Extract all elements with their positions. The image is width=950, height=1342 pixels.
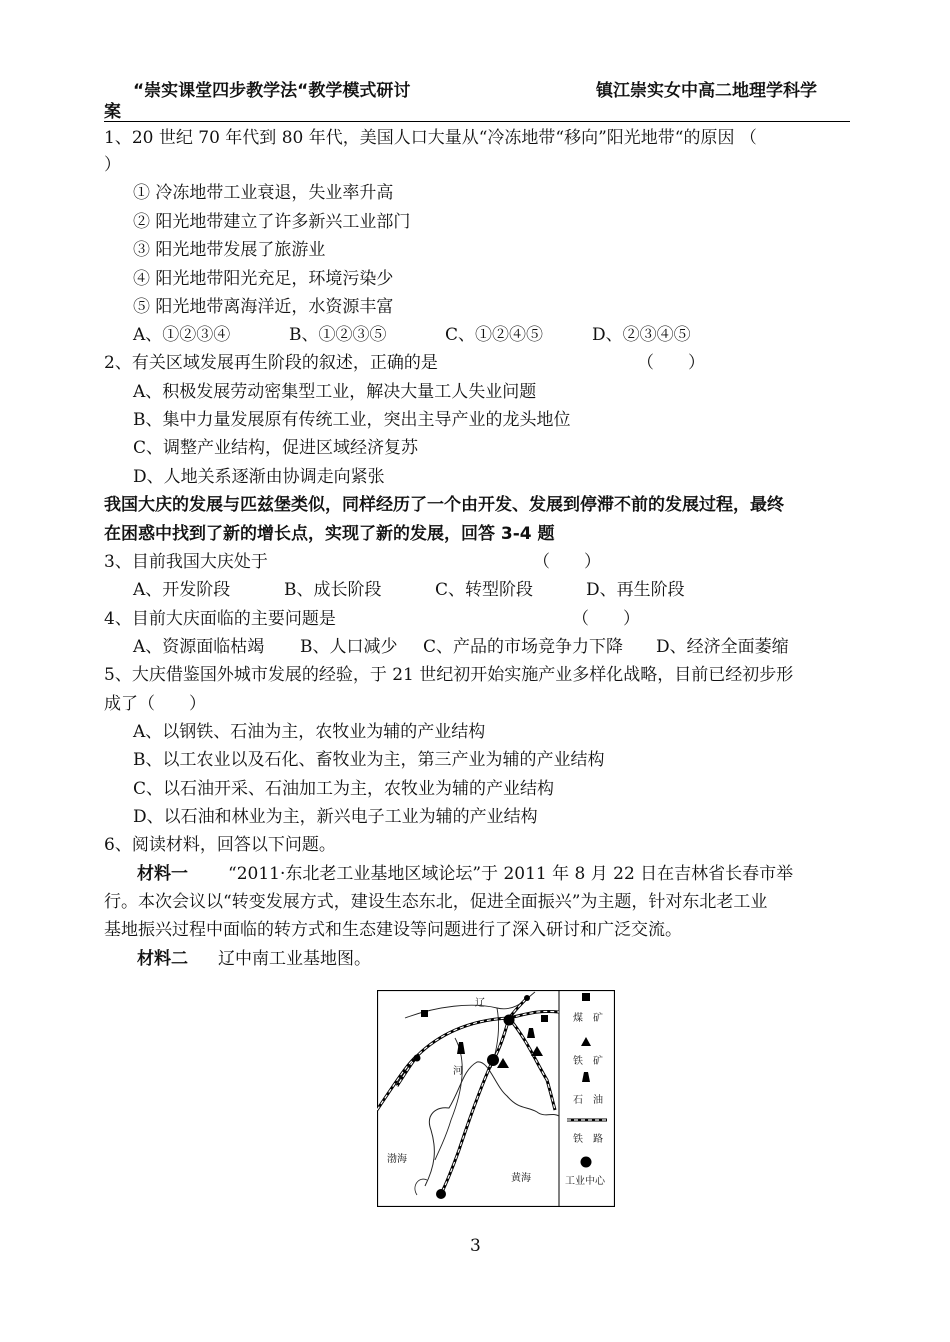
industrial-center-marker [436,1189,446,1199]
q5-stem: 5、大庆借鉴国外城市发展的经验，于 21 世纪初开始实施产业多样化战略，目前已经初步形 [104,665,794,685]
header-rule [104,121,850,122]
q1-stem-cont: ） [104,155,121,175]
legend-iron-label: 铁 矿 [573,1056,603,1067]
q2-option-b: B、集中力量发展原有传统工业，突出主导产业的龙头地位 [133,410,571,430]
q5-option-d: D、以石油和林业为主，新兴电子工业为辅的产业结构 [133,807,538,827]
q3-option-d: D、再生阶段 [586,580,685,600]
material-1-text: 基地振兴过程中面临的转方式和生态建设等问题进行了深入研讨和广泛交流。 [104,920,682,940]
coal-mine-marker [541,1015,548,1022]
q3-option-c: C、转型阶段 [435,580,534,600]
legend-oil-label: 石 油 [573,1095,603,1106]
q1-item: ④ 阳光地带阳光充足，环境污染少 [133,269,394,289]
intro-line: 在困惑中找到了新的增长点，实现了新的发展，回答 3-4 题 [104,524,555,544]
q4-option-a: A、资源面临枯竭 [133,637,265,657]
map-label-bohai: 渤海 [387,1154,407,1165]
material-2-text: 辽中南工业基地图。 [218,949,371,969]
q4-option-d: D、经济全面萎缩 [656,637,789,657]
material-2-label: 材料二 [137,949,188,969]
q2-option-a: A、积极发展劳动密集型工业，解决大量工人失业问题 [133,382,537,402]
legend-coal-symbol [582,993,590,1001]
q1-option-b: B、①②③⑤ [289,325,387,345]
q1-item: ⑤ 阳光地带离海洋近，水资源丰富 [133,297,394,317]
q3-stem: 3、目前我国大庆处于 [104,552,268,572]
material-1-text: “2011·东北老工业基地区域论坛”于 2011 年 8 月 22 日在吉林省长春市举 [228,864,794,884]
q1-stem: 1、20 世纪 70 年代到 80 年代，美国人口大量从“冷冻地带“移向”阳光地带“的原因 （ [104,128,757,148]
map-label-he: 河 [453,1066,463,1077]
q1-option-d: D、②③④⑤ [592,325,691,345]
legend-center-label: 工业中心 [565,1176,605,1187]
industrial-center-marker [504,1015,515,1026]
q4-stem: 4、目前大庆面临的主要问题是 [104,609,336,629]
header-title: “崇实课堂四步教学法“教学模式研讨 [133,81,411,101]
q4-option-c: C、产品的市场竞争力下降 [423,637,624,657]
legend-center-symbol [581,1157,592,1168]
q2-stem: 2、有关区域发展再生阶段的叙述，正确的是 [104,353,438,373]
q3-option-a: A、开发阶段 [133,580,231,600]
q1-item: ③ 阳光地带发展了旅游业 [133,240,326,260]
material-1-text: 行。本次会议以“转变发展方式，建设生态东北，促进全面振兴”为主题，针对东北老工业 [104,892,768,912]
material-1-label: 材料一 [137,864,188,884]
legend-coal-label: 煤 矿 [573,1013,603,1024]
q6-stem: 6、阅读材料，回答以下问题。 [104,835,336,855]
q5-option-c: C、以石油开采、石油加工为主，农牧业为辅的产业结构 [133,779,555,799]
header-title-wrap: 案 [104,102,121,122]
intro-line: 我国大庆的发展与匹兹堡类似，同样经历了一个由开发、发展到停滞不前的发展过程，最终 [104,495,784,515]
q2-answer-paren: （ ） [637,353,705,373]
industrial-center-marker [487,1054,499,1066]
q1-option-c: C、①②④⑤ [445,325,544,345]
industrial-center-marker [524,995,530,1001]
q5-option-a: A、以钢铁、石油为主，农牧业为辅的产业结构 [133,722,486,742]
q1-option-a: A、①②③④ [133,325,231,345]
q4-answer-paren: （ ） [572,609,640,629]
liaozhongnan-map [377,990,615,1207]
q5-option-b: B、以工农业以及石化、畜牧业为主，第三产业为辅的产业结构 [133,750,605,770]
q1-item: ② 阳光地带建立了许多新兴工业部门 [133,212,411,232]
q2-option-d: D、人地关系逐渐由协调走向紧张 [133,467,385,487]
q2-option-c: C、调整产业结构，促进区域经济复苏 [133,438,419,458]
legend-rail-label: 铁 路 [573,1134,603,1145]
industrial-center-marker [414,1055,421,1062]
q1-item: ① 冷冻地带工业衰退，失业率升高 [133,183,394,203]
q3-answer-paren: （ ） [533,552,601,572]
map-label-huanghai: 黄海 [511,1173,531,1184]
q5-stem-cont: 成了（ ） [104,694,206,714]
map-label-liao: 辽 [475,998,485,1009]
header-school: 镇江崇实女中高二地理学科学 [596,81,817,101]
page-number: 3 [470,1236,481,1256]
q4-option-b: B、人口减少 [300,637,398,657]
coal-mine-marker [421,1010,428,1017]
q3-option-b: B、成长阶段 [284,580,382,600]
